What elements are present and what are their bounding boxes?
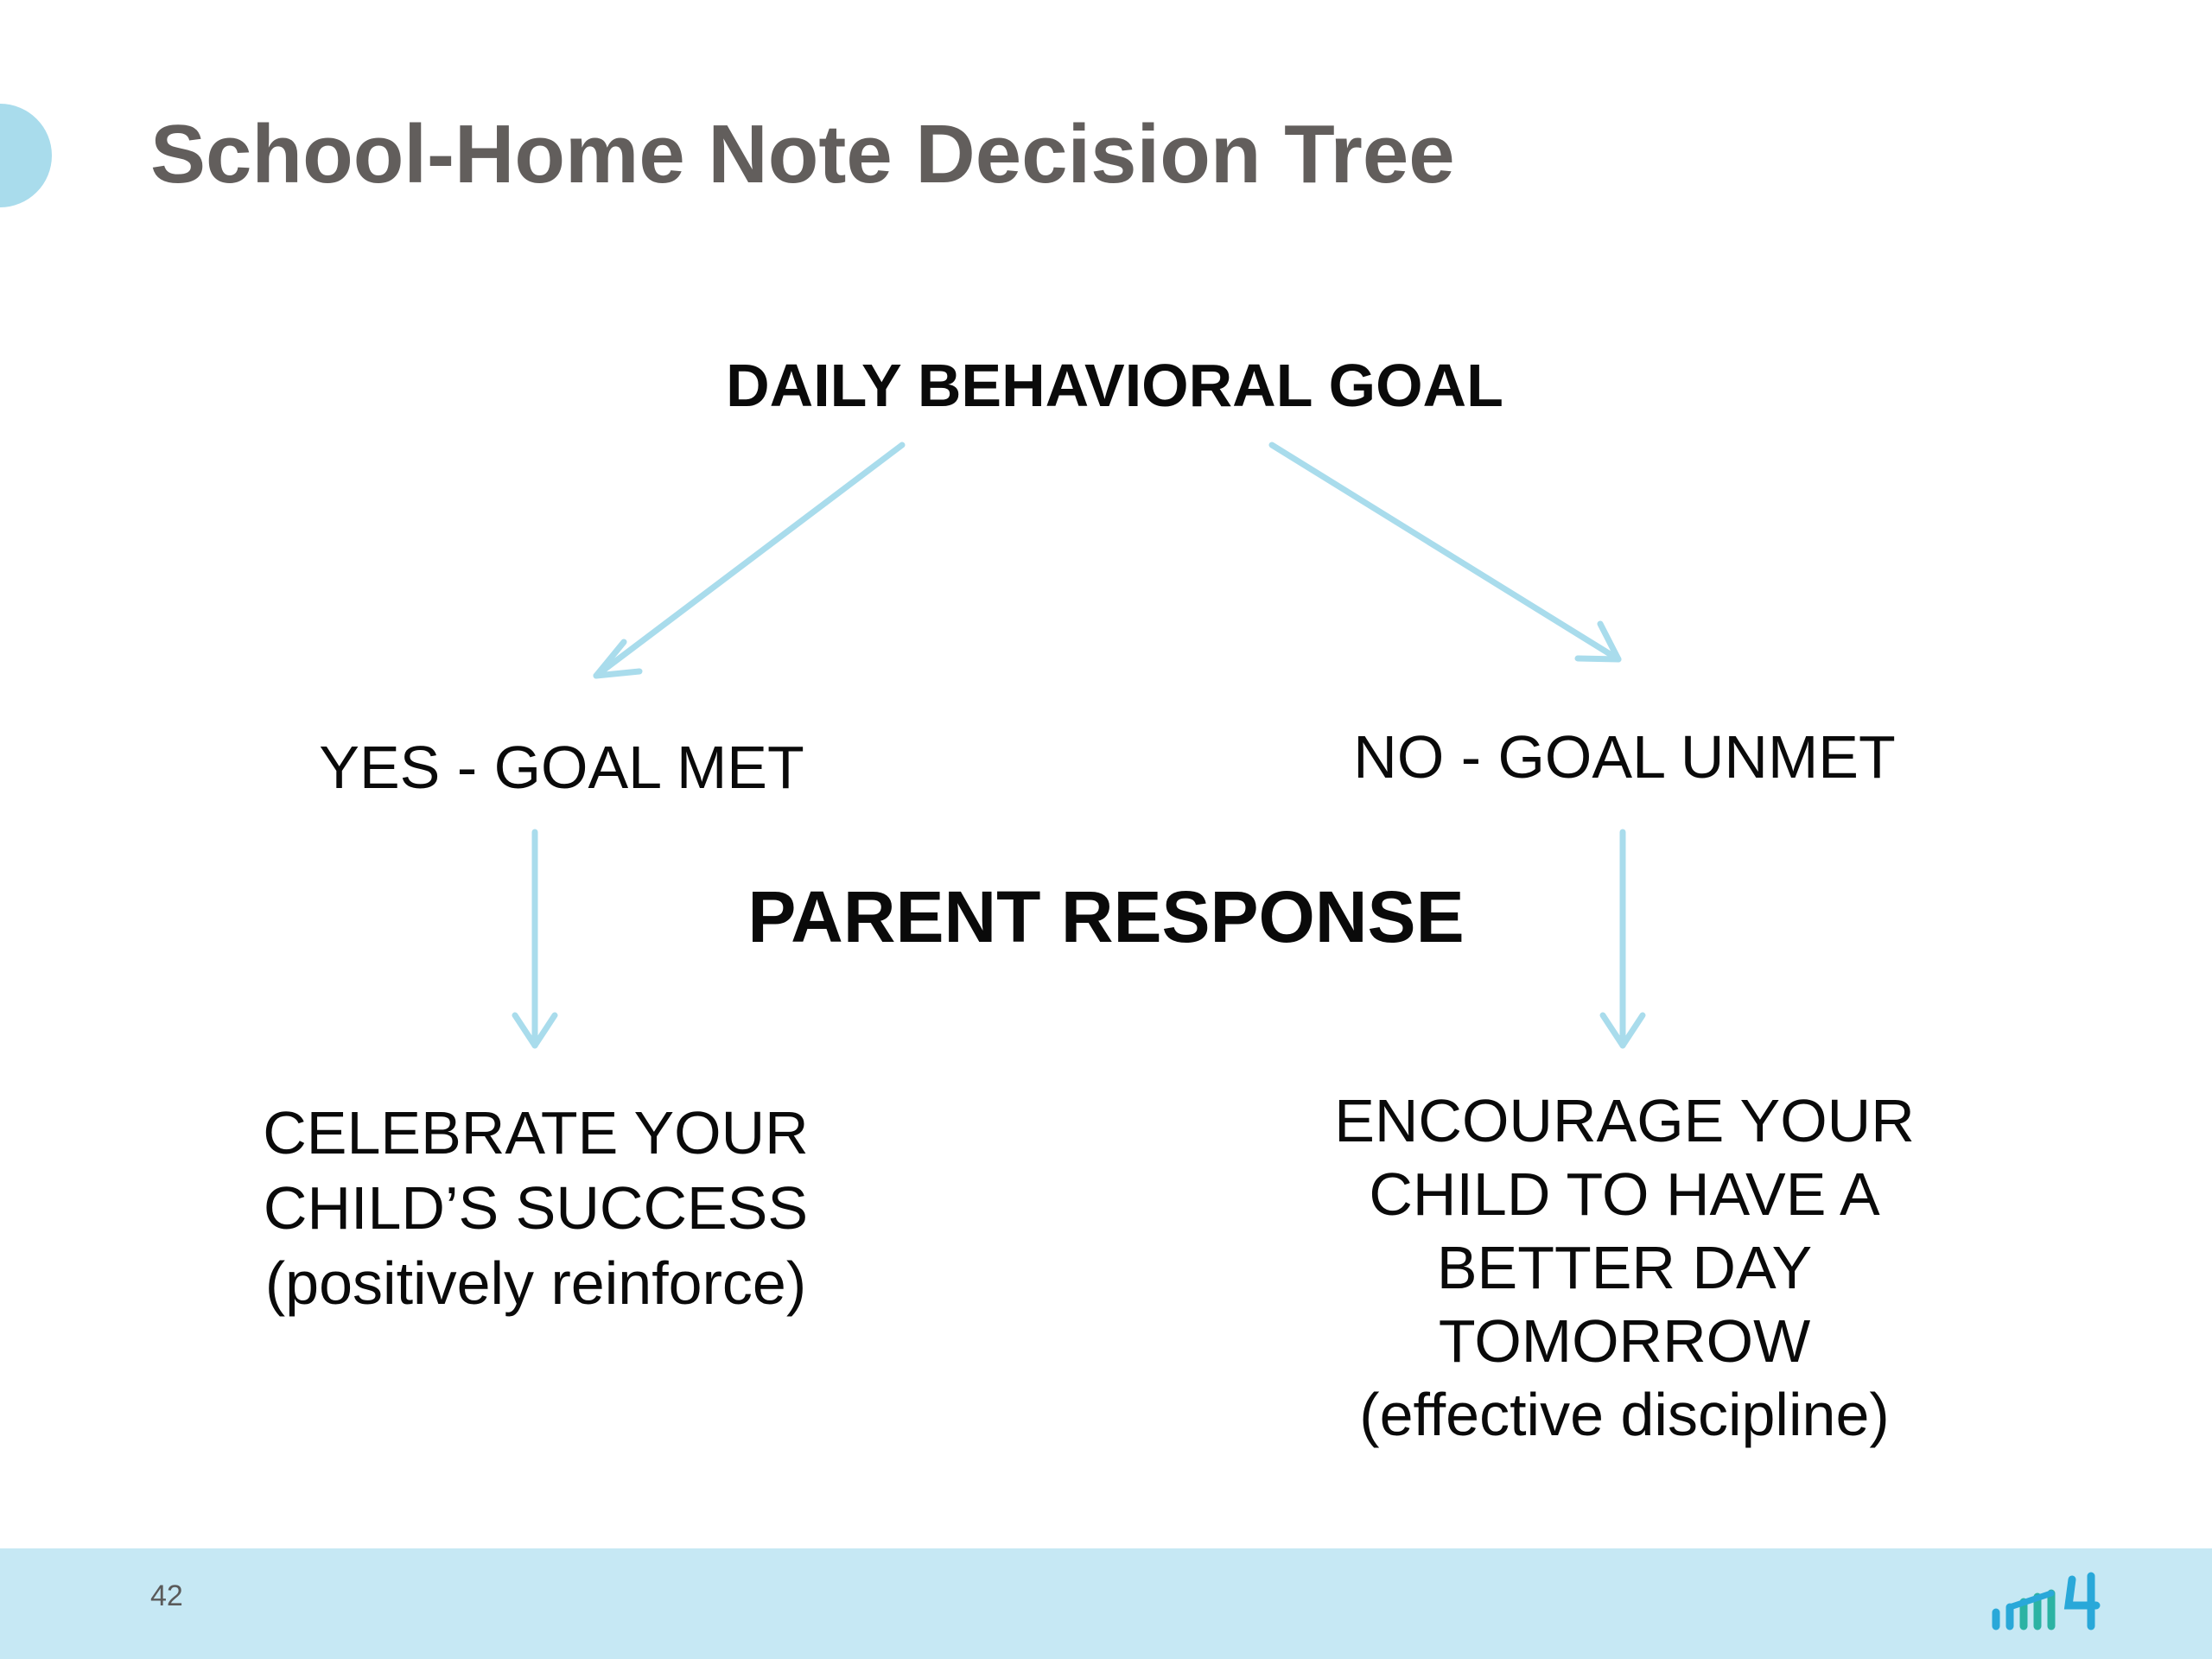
footer-bar (0, 1548, 2212, 1659)
arrow-root-to-no (1272, 445, 1618, 659)
outcome-encourage-line-2: CHILD TO HAVE A (1369, 1160, 1880, 1228)
arrow-yes-to-outcome (515, 832, 555, 1046)
outcome-celebrate-line-3: (positively reinforce) (264, 1249, 807, 1317)
outcome-encourage-line-3: BETTER DAY (1436, 1234, 1813, 1301)
branch-yes-goal-met: YES - GOAL MET (319, 734, 804, 801)
corner-accent-dot (0, 104, 52, 207)
page-number: 42 (150, 1580, 183, 1612)
arrow-no-to-outcome (1603, 832, 1643, 1046)
outcome-celebrate-line-2: CHILD’S SUCCESS (263, 1174, 809, 1242)
arrow-root-to-yes (596, 445, 902, 676)
slide-title: School-Home Note Decision Tree (150, 108, 1455, 200)
outcome-celebrate-line-1: CELEBRATE YOUR (263, 1099, 809, 1166)
branch-no-goal-unmet: NO - GOAL UNMET (1353, 723, 1896, 791)
center-label-parent-response: PARENT RESPONSE (747, 876, 1465, 957)
outcome-encourage-line-5: (effective discipline) (1359, 1381, 1890, 1448)
m4-logo-icon (1987, 1567, 2105, 1633)
outcome-celebrate (190, 1096, 881, 1321)
outcome-encourage-line-1: ENCOURAGE YOUR (1334, 1087, 1915, 1154)
outcome-encourage (1236, 1084, 2013, 1452)
outcome-encourage-line-4: TOMORROW (1438, 1307, 1811, 1375)
root-node-daily-behavioral-goal: DAILY BEHAVIORAL GOAL (726, 352, 1503, 419)
